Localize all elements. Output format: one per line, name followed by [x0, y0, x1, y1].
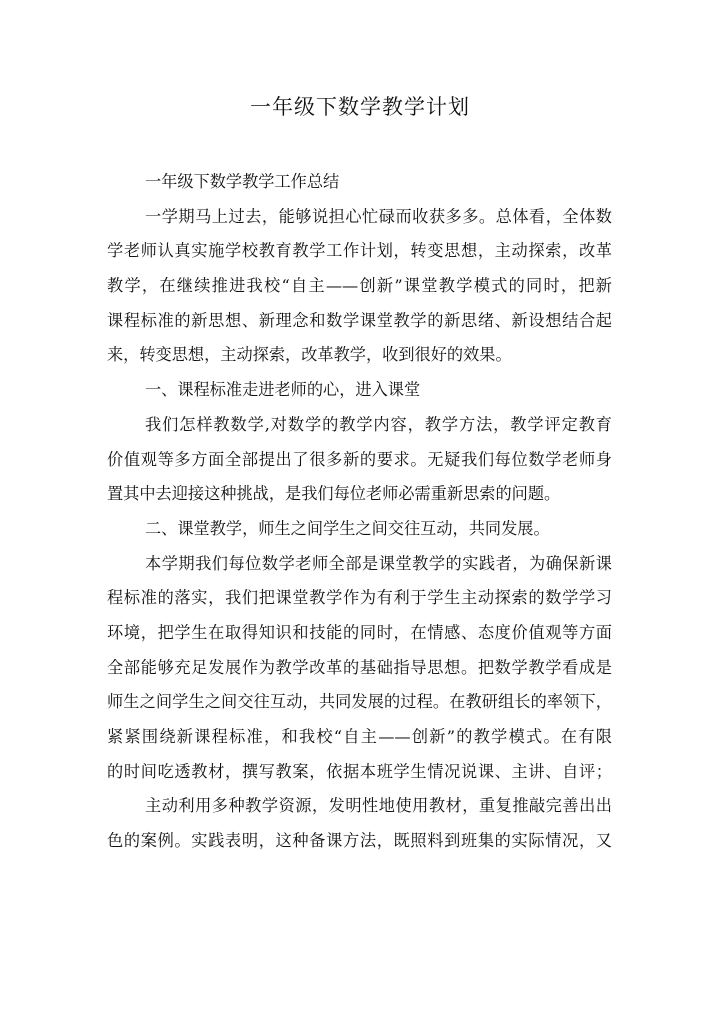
- text-line: 二、课堂教学，师生之间学生之间交往互动，共同发展。: [145, 518, 550, 538]
- text-line: 紧紧围绕新课程标准，和我校“自主——创新”的教学模式。在有限: [107, 727, 612, 746]
- document-body: [107, 165, 612, 859]
- text-line: 我们怎样教数学,对数学的教学内容，教学方法，教学评定教育: [145, 414, 612, 434]
- text-line: 价值观等多方面全部提出了很多新的要求。无疑我们每位数学老师身: [107, 449, 612, 469]
- text-line: 师生之间学生之间交往互动，共同发展的过程。在教研组长的率领下，: [107, 692, 612, 712]
- text-line: 主动利用多种教学资源，发明性地使用教材，重复推敲完善出出: [145, 796, 612, 816]
- document-title: 一年级下数学教学计划: [250, 95, 470, 119]
- text-line: 全部能够充足发展作为教学改革的基础指导思想。把数学教学看成是: [107, 657, 612, 677]
- text-line: 程标准的落实，我们把课堂教学作为有利于学生主动探索的数学学习: [107, 588, 612, 608]
- text-line: 来，转变思想，主动探索，改革教学，收到很好的效果。: [107, 345, 512, 365]
- text-line: 色的案例。实践表明，这种备课方法，既照料到班集的实际情况，又: [107, 831, 612, 851]
- text-line: 一年级下数学教学工作总结: [145, 172, 340, 191]
- text-line: 一、课程标准走进老师的心，进入课堂: [145, 380, 421, 400]
- text-line: 课程标准的新思想、新理念和数学课堂教学的新思绪、新设想结合起: [107, 310, 612, 330]
- text-line: 教学，在继续推进我校“自主——创新”课堂教学模式的同时，把新: [107, 276, 612, 296]
- text-line: 本学期我们每位数学老师全部是课堂教学的实践者，为确保新课: [145, 553, 612, 573]
- text-line: 环境，把学生在取得知识和技能的同时，在情感、态度价值观等方面: [107, 622, 612, 642]
- text-line: 置其中去迎接这种挑战，是我们每位老师必需重新思索的问题。: [107, 484, 561, 504]
- text-line: 一学期马上过去，能够说担心忙碌而收获多多。总体看，全体数: [145, 206, 612, 226]
- text-line: 的时间吃透教材，撰写教案，依据本班学生情况说课、主讲、自评；: [107, 761, 612, 781]
- text-line: 学老师认真实施学校教育教学工作计划，转变思想，主动探索，改革: [107, 241, 612, 261]
